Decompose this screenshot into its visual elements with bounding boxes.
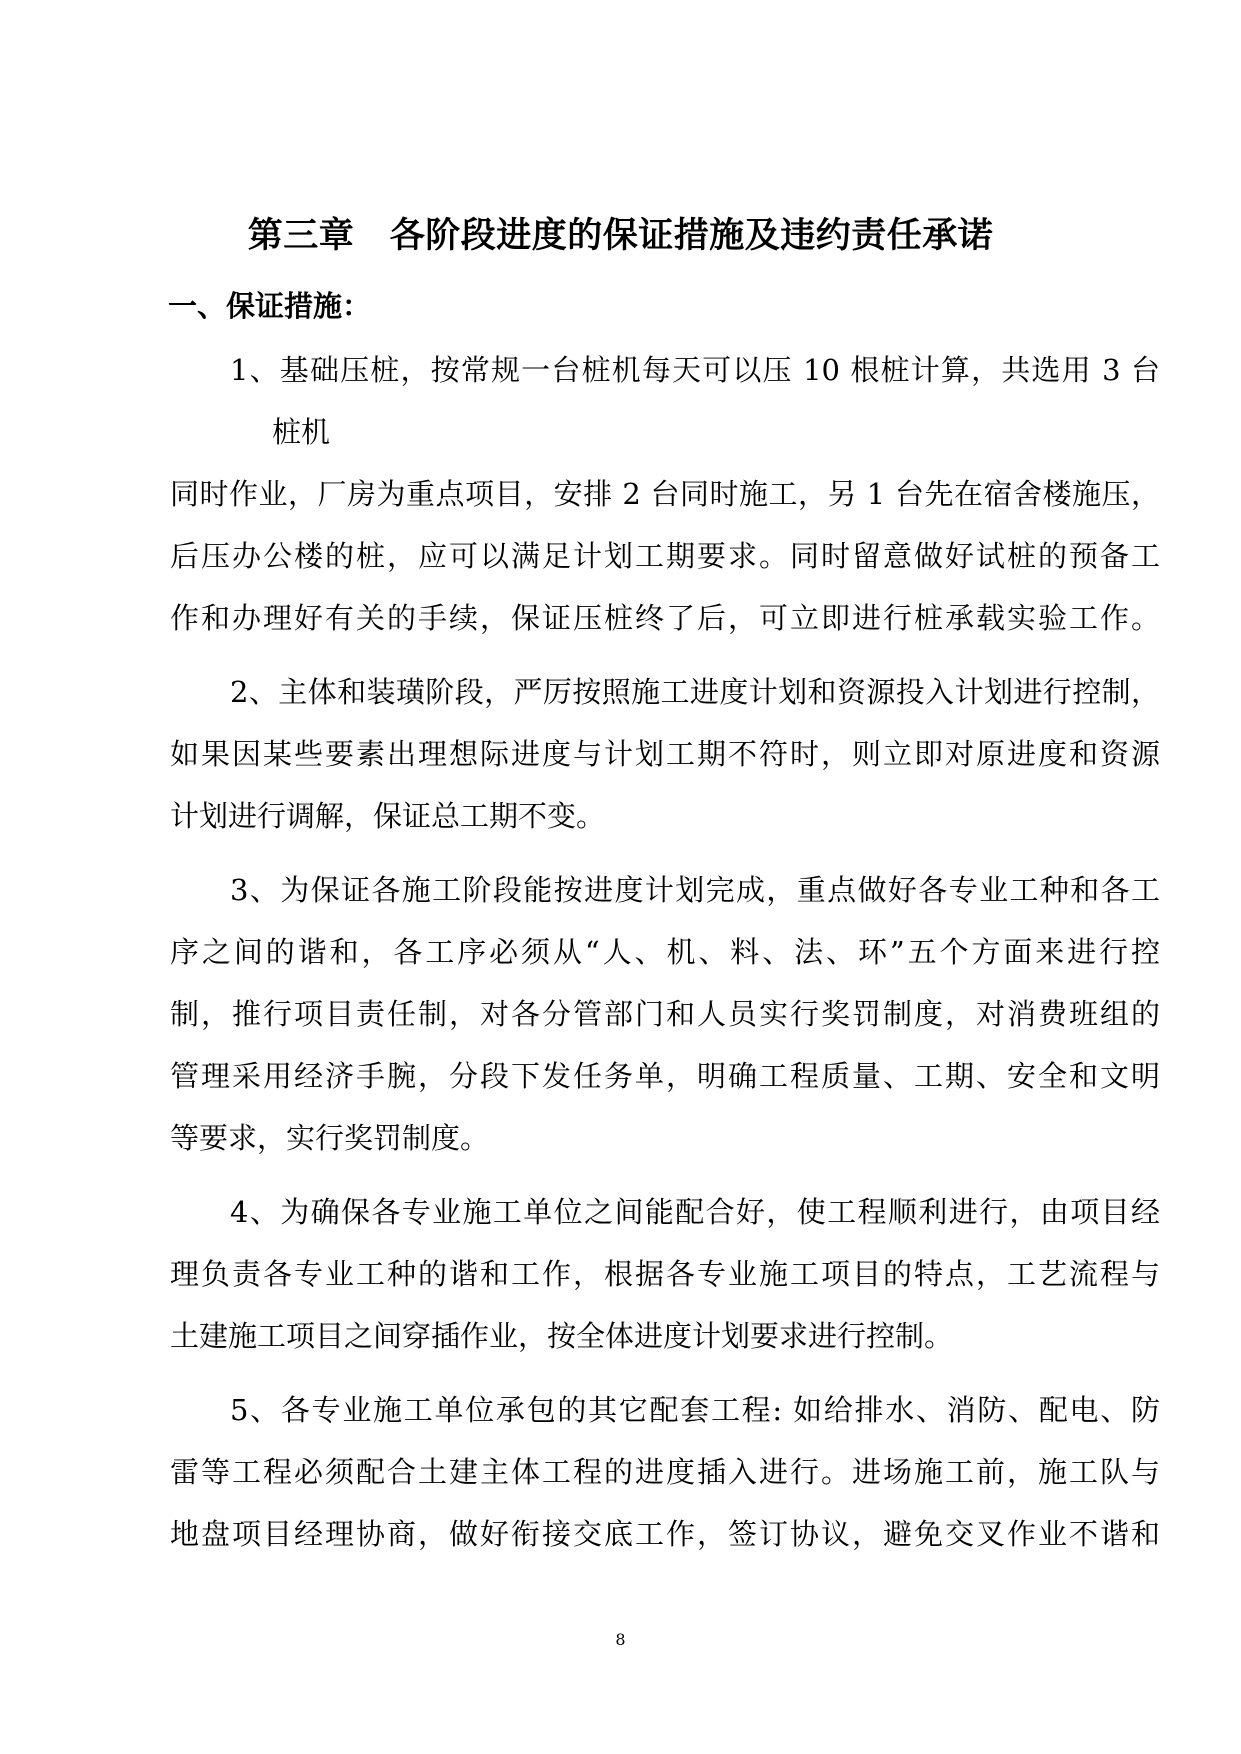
paragraph-2-line-1: 2、主体和装璜阶段，严厉按照施工进度计划和资源投入计划进行控制， <box>230 675 1160 709</box>
paragraph-5-line-1: 5、各专业施工单位承包的其它配套工程: 如给排水、消防、配电、防 <box>230 1393 1160 1427</box>
paragraph-1-line-1: 1、基础压桩，按常规一台桩机每天可以压 10 根桩计算，共选用 3 台 <box>230 353 1160 387</box>
paragraph-2-line-3: 计划进行调解，保证总工期不变。 <box>170 799 606 833</box>
paragraph-3-line-4: 管理采用经济手腕，分段下发任务单，明确工程质量、工期、安全和文明 <box>170 1059 1160 1093</box>
page-number: 8 <box>615 1630 626 1649</box>
paragraph-3-line-5: 等要求，实行奖罚制度。 <box>170 1121 490 1155</box>
paragraph-4-line-2: 理负责各专业工种的谐和工作，根据各专业施工项目的特点，工艺流程与 <box>170 1257 1160 1291</box>
paragraph-3-line-2: 序之间的谐和，各工序必须从“人、机、料、法、环”五个方面来进行控 <box>170 935 1160 969</box>
paragraph-2-line-2: 如果因某些要素出理想际进度与计划工期不符时，则立即对原进度和资源 <box>170 737 1160 771</box>
paragraph-4-line-1: 4、为确保各专业施工单位之间能配合好，使工程顺利进行，由项目经 <box>230 1195 1160 1229</box>
section-heading: 一、保证措施： <box>168 289 372 323</box>
paragraph-4-line-3: 土建施工项目之间穿插作业，按全体进度计划要求进行控制。 <box>170 1319 954 1353</box>
paragraph-1-line-3: 同时作业，厂房为重点项目，安排 2 台同时施工，另 1 台先在宿舍楼施压， <box>170 477 1160 511</box>
chapter-title: 第三章 各阶段进度的保证措施及违约责任承诺 <box>247 216 994 256</box>
paragraph-1-line-4: 后压办公楼的桩，应可以满足计划工期要求。同时留意做好试桩的预备工 <box>170 539 1160 573</box>
paragraph-3-line-1: 3、为保证各施工阶段能按进度计划完成，重点做好各专业工种和各工 <box>230 873 1160 907</box>
paragraph-5-line-3: 地盘项目经理协商，做好衔接交底工作，签订协议，避免交叉作业不谐和 <box>170 1517 1160 1551</box>
paragraph-3-line-3: 制，推行项目责任制，对各分管部门和人员实行奖罚制度，对消费班组的 <box>170 997 1160 1031</box>
paragraph-5-line-2: 雷等工程必须配合土建主体工程的进度插入进行。进场施工前，施工队与 <box>170 1455 1160 1489</box>
paragraph-1-line-5: 作和办理好有关的手续，保证压桩终了后，可立即进行桩承载实验工作。 <box>170 601 1160 635</box>
paragraph-1-line-2: 桩机 <box>272 415 331 449</box>
